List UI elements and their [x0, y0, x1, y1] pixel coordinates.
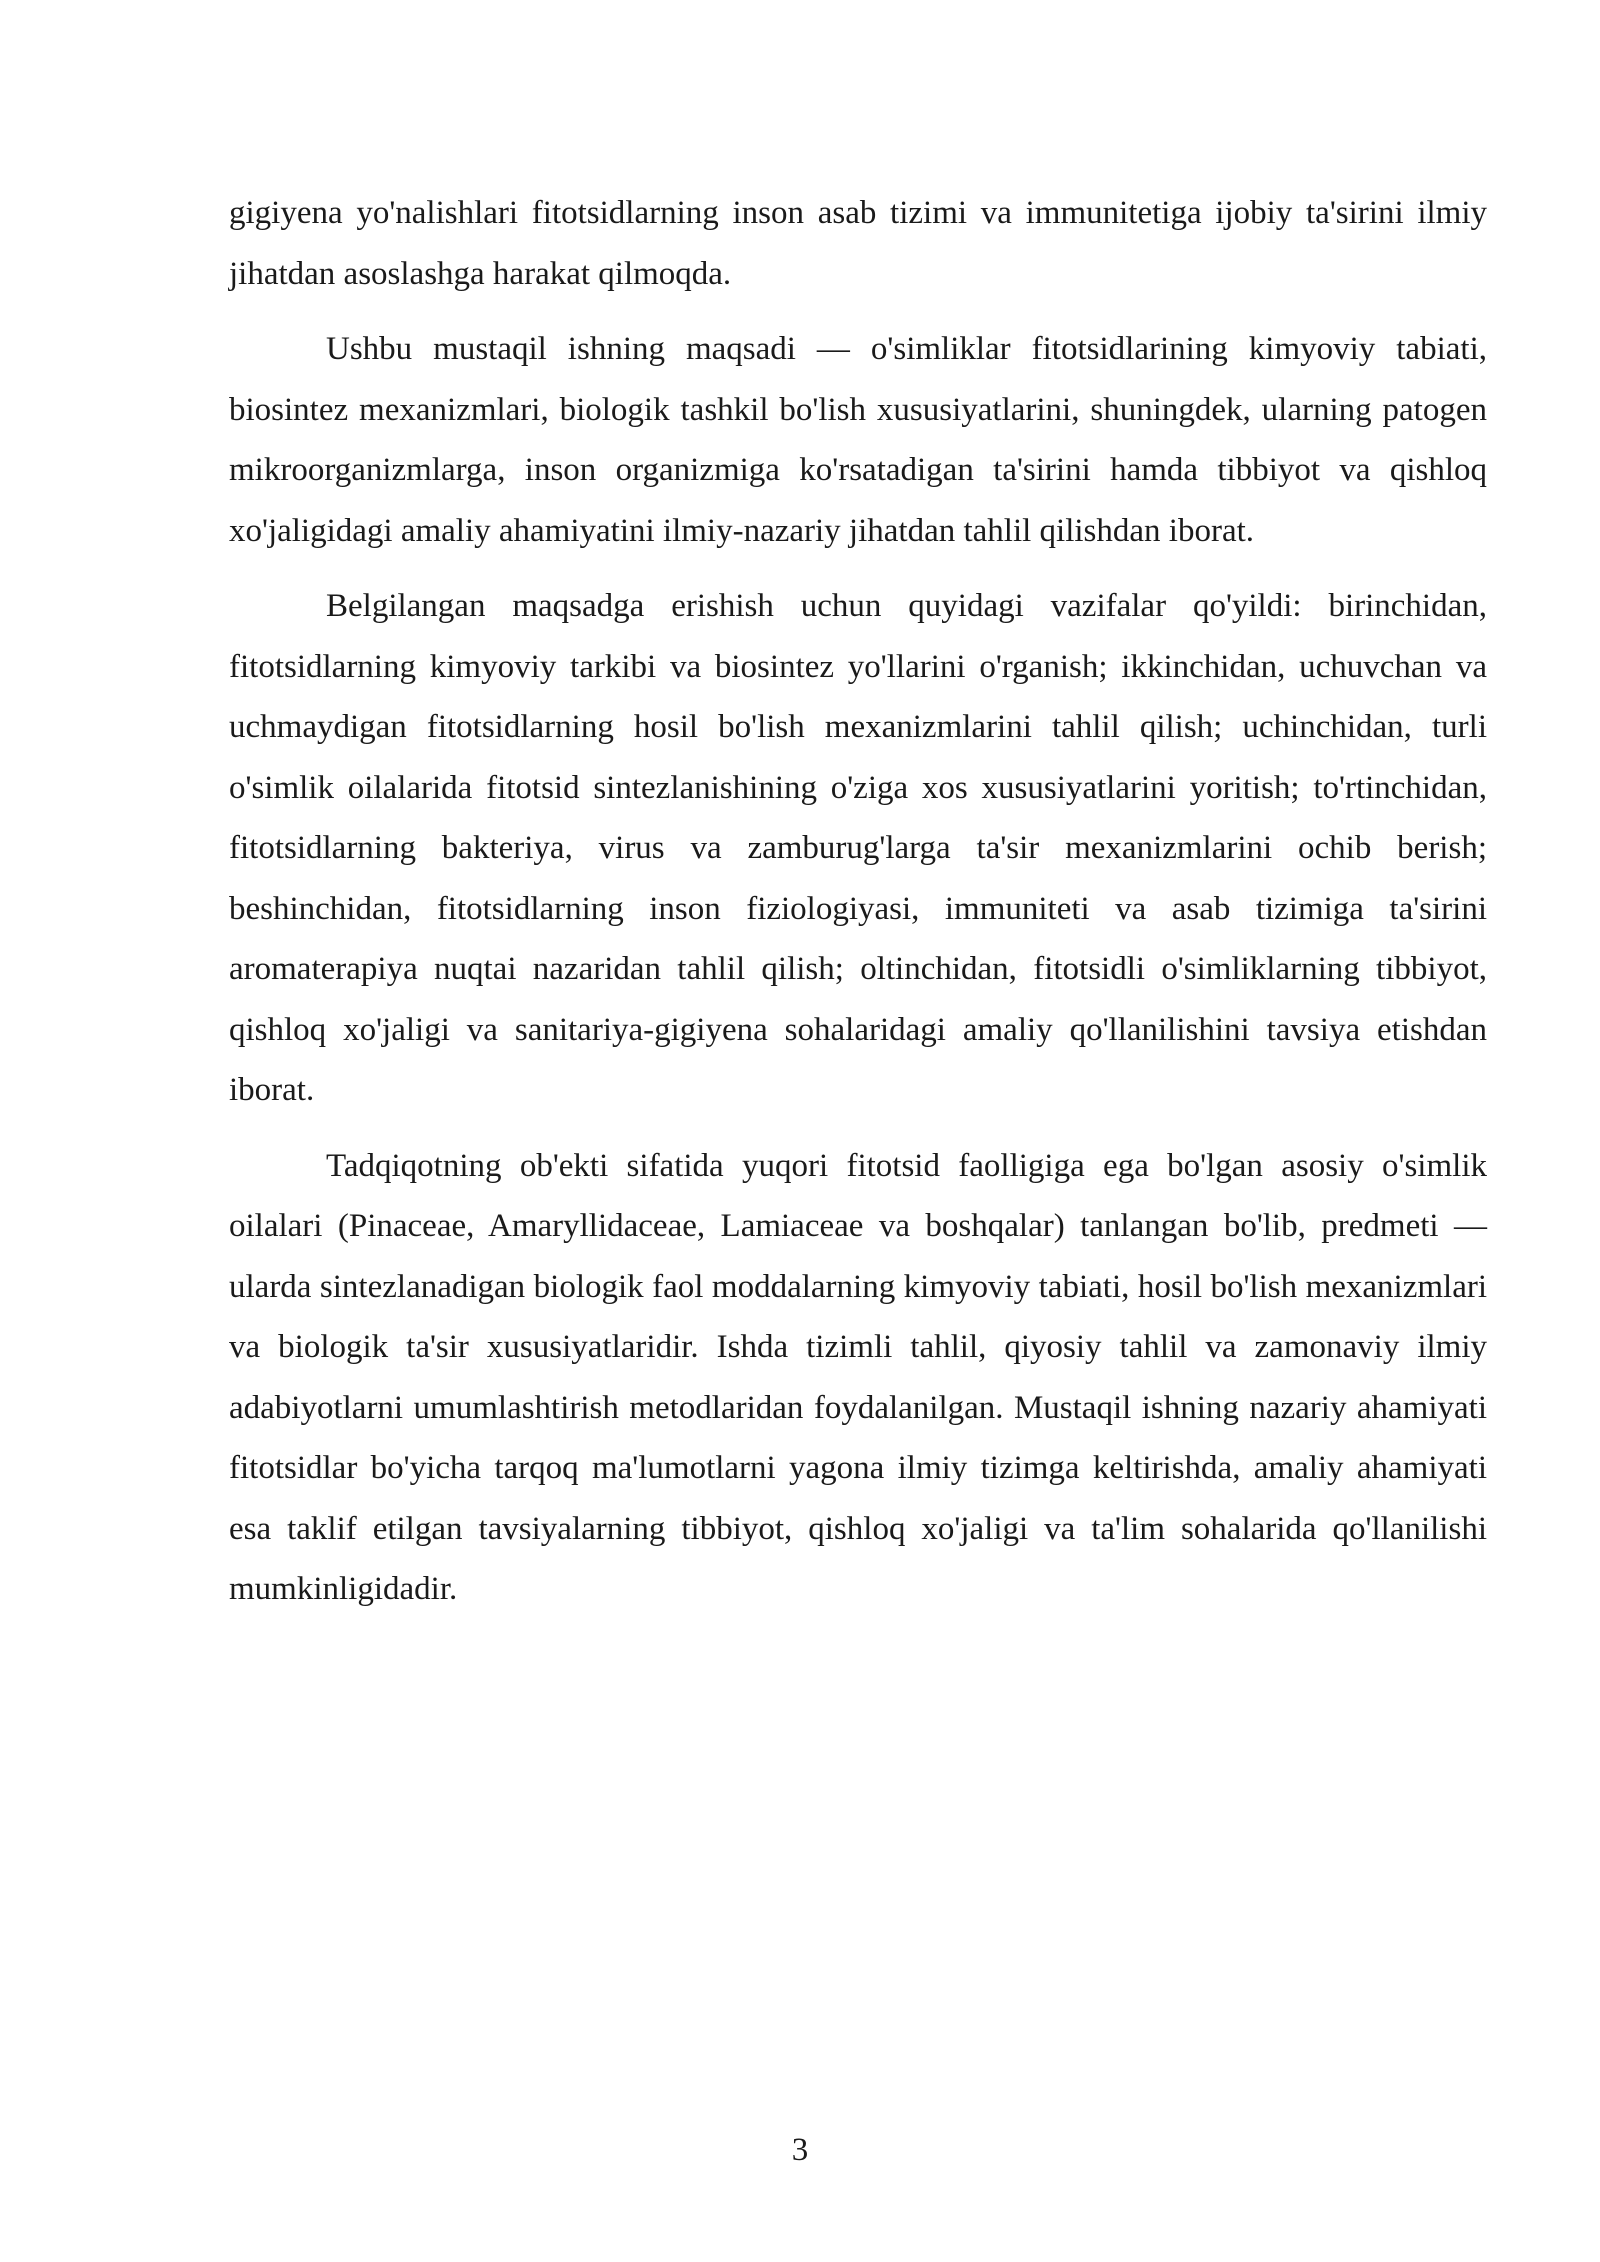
page-number: 3: [791, 2132, 809, 2168]
paragraph-object-subject: Tadqiqotning ob'ekti sifatida yuqori fitotsid faolligiga ega bo'lgan asosiy o'simlik oilalari (Pinaceae, Amaryllidaceae, Lamiaceae va boshqalar) tanlangan bo'lib, predmeti — ularda sintezlanadigan biologik faol moddalarning kimyoviy tabiati, hosil bo'lish mexanizmlari va biologik ta'sir xususiyatlaridir. Ishda tizimli tahlil, qiyosiy tahlil va zamonaviy ilmiy adabiyotlarni umumlashtirish metodlaridan foydalanilgan. Mustaqil ishning nazariy ahamiyati fitotsidlar bo'yicha tarqoq ma'lumotlarni yagona ilmiy tizimga keltirishda, amaliy ahamiyati esa taklif etilgan tavsiyalarning tibbiyot, qishloq xo'jaligi va ta'lim sohalarida qo'llanilishi mumkinligidadir.: [229, 1147, 1487, 1607]
body-text: [229, 183, 1487, 1635]
paragraph-tasks: Belgilangan maqsadga erishish uchun quyidagi vazifalar qo'yildi: birinchidan, fitotsidlarning kimyoviy tarkibi va biosintez yo'llarini o'rganish; ikkinchidan, uchuvchan va uchmaydigan fitotsidlarning hosil bo'lish mexanizmlarini tahlil qilish; uchinchidan, turli o'simlik oilalarida fitotsid sintezlanishining o'ziga xos xususiyatlarini yoritish; to'rtinchidan, fitotsidlarning bakteriya, virus va zamburug'larga ta'sir mexanizmlarini ochib berish; beshinchidan, fitotsidlarning inson fiziologiyasi, immuniteti va asab tizimiga ta'sirini aromaterapiya nuqtai nazaridan tahlil qilish; oltinchidan, fitotsidli o'simliklarning tibbiyot, qishloq xo'jaligi va sanitariya-gigiyena sohalaridagi amaliy qo'llanilishini tavsiya etishdan iborat.: [229, 588, 1487, 1108]
paragraph-purpose: Ushbu mustaqil ishning maqsadi — o'simliklar fitotsidlarining kimyoviy tabiati, biosintez mexanizmlari, biologik tashkil bo'lish xususiyatlarini, shuningdek, ularning patogen mikroorganizmlarga, inson organizmiga ko'rsatadigan ta'sirini hamda tibbiyot va qishloq xo'jaligidagi amaliy ahamiyatini ilmiy-nazariy jihatdan tahlil qilishdan iborat.: [229, 331, 1487, 549]
paragraph-continuation: gigiyena yo'nalishlari fitotsidlarning inson asab tizimi va immunitetiga ijobiy ta'sirini ilmiy jihatdan asoslashga harakat qilmoqda.: [229, 195, 1487, 292]
